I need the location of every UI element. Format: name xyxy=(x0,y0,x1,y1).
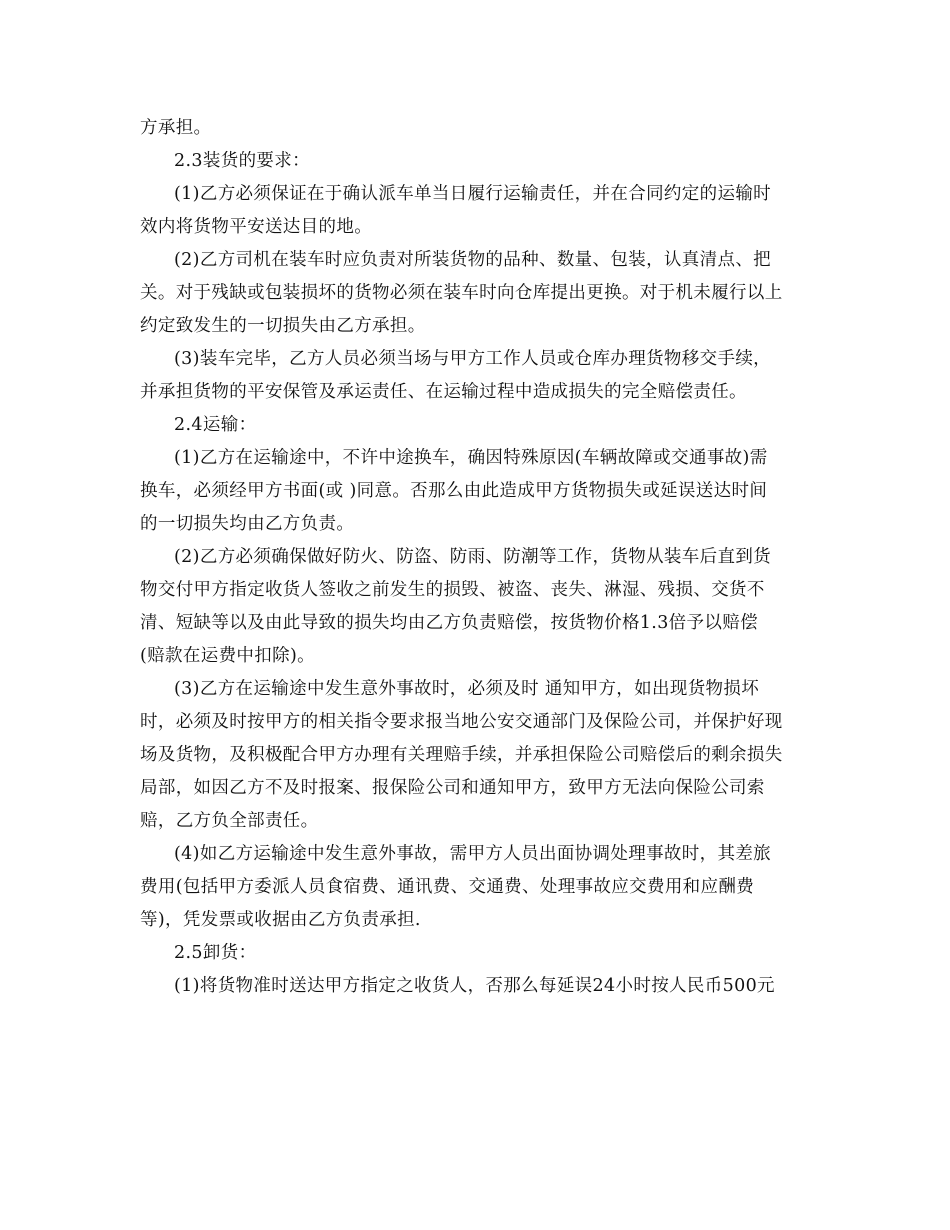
text-line: 约定致发生的一切损失由乙方承担。 xyxy=(140,316,426,336)
text-line: (1)乙方必须保证在于确认派车单当日履行运输责任，并在合同约定的运输时 xyxy=(174,184,772,204)
text-line: (2)乙方司机在装车时应负责对所装货物的品种、数量、包装，认真清点、把 xyxy=(174,250,772,270)
section-heading-2-4: 2.4运输： xyxy=(174,415,257,435)
text-line: 时，必须及时按甲方的相关指令要求报当地公安交通部门及保险公司，并保护好现 xyxy=(140,712,783,732)
text-line: (赔款在运费中扣除)。 xyxy=(140,646,316,666)
text-line: 物交付甲方指定收货人签收之前发生的损毁、被盗、丧失、淋湿、残损、交货不 xyxy=(140,580,765,600)
text-line: (2)乙方必须确保做好防火、防盗、防雨、防潮等工作，货物从装车后直到货 xyxy=(174,547,772,567)
text-line: 关。对于残缺或包装损坏的货物必须在装车时向仓库提出更换。对于机未履行以上 xyxy=(140,283,783,303)
text-line: 的一切损失均由乙方负责。 xyxy=(140,514,355,534)
text-line: 方承担。 xyxy=(140,118,212,138)
text-line: 并承担货物的平安保管及承运责任、在运输过程中造成损失的完全赔偿责任。 xyxy=(140,382,747,402)
section-heading-2-3: 2.3装货的要求： xyxy=(174,151,310,171)
text-line: 等)，凭发票或收据由乙方负责承担. xyxy=(140,910,421,930)
text-line: 清、短缺等以及由此导致的损失均由乙方负责赔偿，按货物价格1.3倍予以赔偿 xyxy=(140,613,758,633)
document-page xyxy=(140,112,812,1003)
text-line: (3)乙方在运输途中发生意外事故时，必须及时 通知甲方，如出现货物损坏 xyxy=(174,679,760,699)
text-line: 局部，如因乙方不及时报案、报保险公司和通知甲方，致甲方无法向保险公司索 xyxy=(140,778,765,798)
text-line: (1)将货物准时送达甲方指定之收货人，否那么每延误24小时按人民币500元 xyxy=(174,976,775,996)
text-line: 效内将货物平安送达目的地。 xyxy=(140,217,373,237)
text-line: (3)装车完毕，乙方人员必须当场与甲方工作人员或仓库办理货物移交手续， xyxy=(174,349,772,369)
text-line: (4)如乙方运输途中发生意外事故，需甲方人员出面协调处理事故时，其差旅 xyxy=(174,844,772,864)
section-heading-2-5: 2.5卸货： xyxy=(174,943,257,963)
text-line: 费用(包括甲方委派人员食宿费、通讯费、交通费、处理事故应交费用和应酬费 xyxy=(140,877,755,897)
text-line: (1)乙方在运输途中，不许中途换车，确因特殊原因(车辆故障或交通事故)需 xyxy=(174,448,768,468)
text-line: 赔，乙方负全部责任。 xyxy=(140,811,319,831)
text-line: 换车，必须经甲方书面(或 )同意。否那么由此造成甲方货物损失或延误送达时间 xyxy=(140,481,768,501)
text-line: 场及货物，及积极配合甲方办理有关理赔手续，并承担保险公司赔偿后的剩余损失 xyxy=(140,745,783,765)
